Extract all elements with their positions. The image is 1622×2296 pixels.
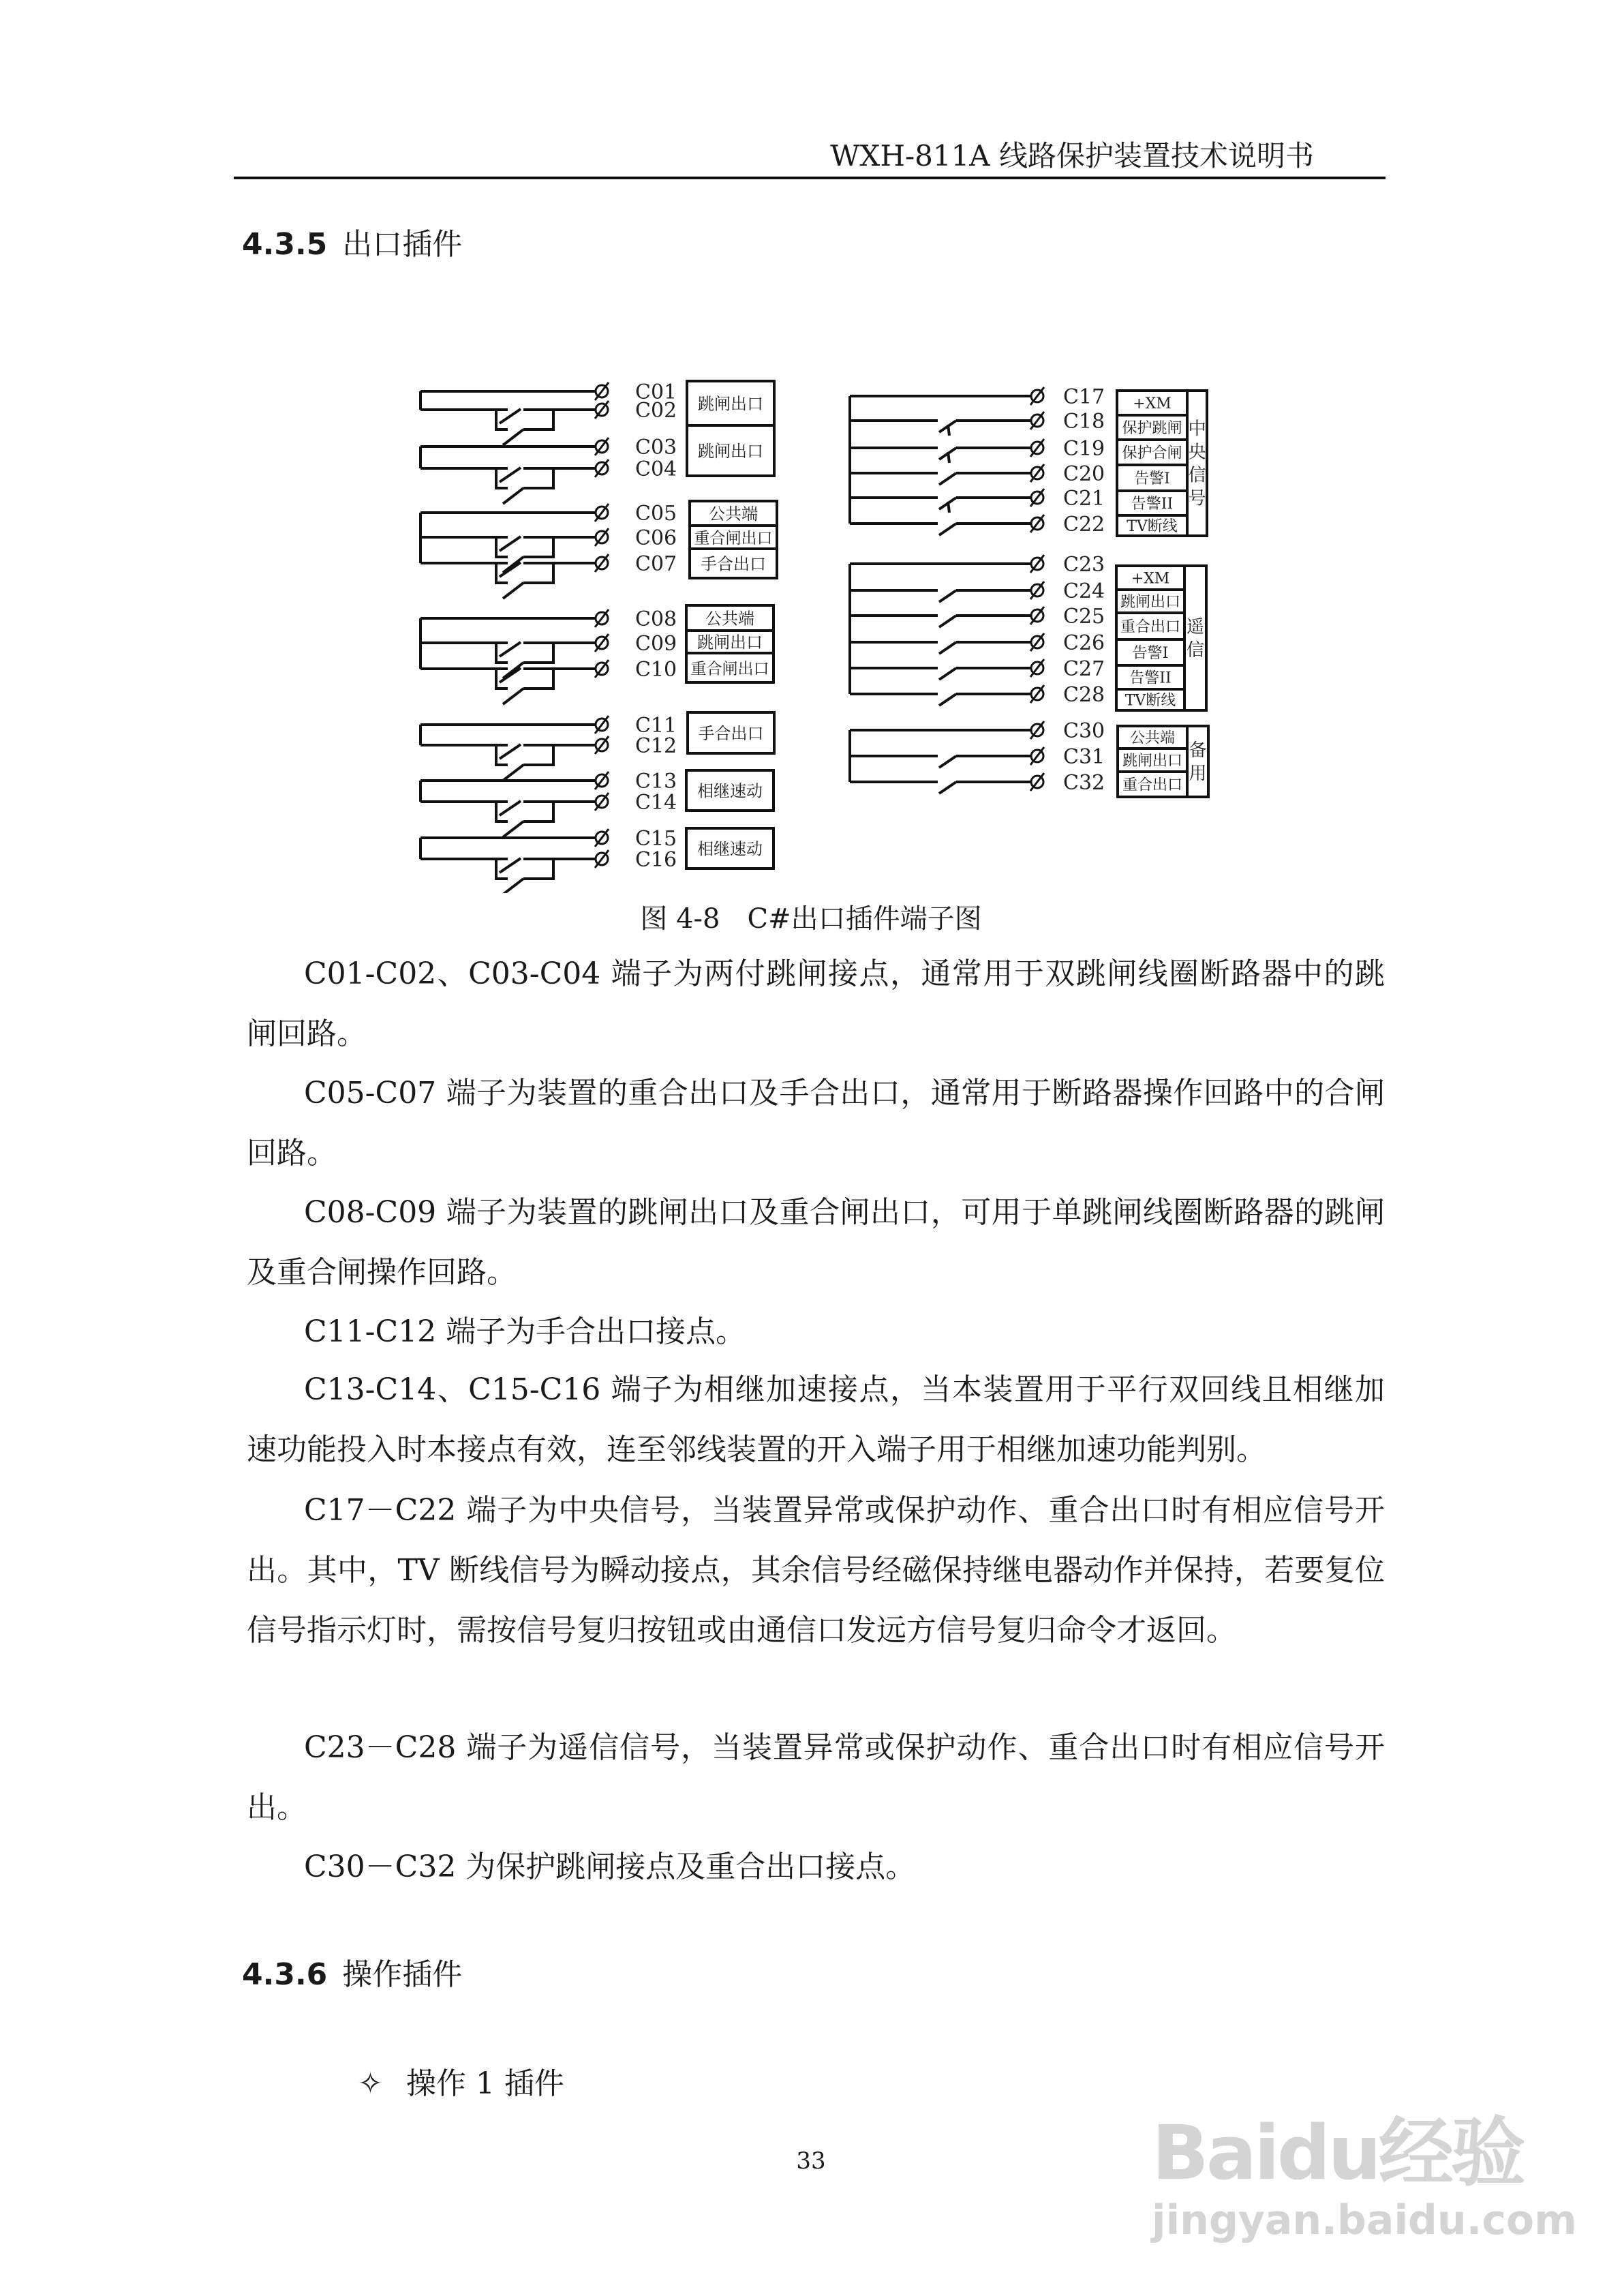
terminal-label: C06 [635, 526, 677, 550]
baidu-watermark [1152, 2093, 1577, 2277]
function-box [687, 381, 774, 476]
terminal-c11 [595, 716, 609, 734]
side-label-char: 遥 [1186, 617, 1205, 637]
terminal-label: C02 [635, 399, 677, 423]
terminal-c24 [1030, 581, 1044, 599]
function-box [690, 501, 777, 578]
box-cell-label: 告警I [1134, 470, 1170, 487]
terminal-label: C07 [635, 552, 677, 576]
box-cell-label: 告警I [1132, 645, 1169, 662]
terminal-c17 [1030, 387, 1044, 405]
box-cell-label: 保护跳闸 [1122, 420, 1182, 437]
terminal-label: C10 [635, 658, 677, 682]
terminal-c25 [1030, 607, 1044, 624]
terminal-label: C11 [635, 714, 677, 738]
function-box [688, 712, 774, 753]
terminal-c03 [595, 438, 609, 455]
terminal-label: C13 [635, 770, 677, 794]
terminal-label: C01 [635, 380, 677, 404]
terminal-c13 [595, 772, 609, 789]
function-box [686, 770, 774, 811]
paragraph: C01-C02、C03-C04 端子为两付跳闸接点，通常用于双跳闸线圈断路器中的跳闸回路。 [247, 956, 1385, 1051]
box-cell-label: 告警II [1129, 669, 1172, 687]
right-wiring [850, 396, 1030, 794]
terminal-label: C28 [1063, 683, 1105, 707]
terminal-label: C22 [1063, 513, 1105, 537]
box-cell-label: 跳闸出口 [1120, 594, 1181, 611]
box-cell-label: 跳闸出口 [698, 442, 763, 461]
box-cell-label: 重合出口 [1120, 618, 1181, 636]
paragraph: C13-C14、C15-C16 端子为相继加速接点，当本装置用于平行双回线且相继加速功能投入时本接点有效，连至邻线装置的开入端子用于相继加速功能判别。 [247, 1372, 1385, 1467]
box-cell-label: 相继速动 [697, 839, 763, 859]
side-label-char: 用 [1189, 764, 1207, 784]
paragraph: C05-C07 端子为装置的重合出口及手合出口，通常用于断路器操作回路中的合闸回路。 [247, 1076, 1385, 1170]
terminal-label: C04 [635, 457, 677, 481]
box-cell-label: 告警II [1131, 496, 1174, 513]
terminal-c32 [1030, 773, 1044, 791]
terminal-c02 [595, 401, 609, 419]
terminal-label: C30 [1063, 719, 1105, 743]
figure-caption: 图 4-8 C#出口插件端子图 [640, 903, 982, 935]
terminal-label: C17 [1063, 385, 1105, 409]
terminal-c12 [595, 736, 609, 754]
terminal-label: C31 [1063, 745, 1105, 769]
terminal-label: C18 [1063, 410, 1105, 434]
terminal-c05 [595, 504, 609, 522]
paragraph: C30－C32 为保护跳闸接点及重合出口接点。 [304, 1849, 916, 1884]
terminal-label: C21 [1063, 487, 1105, 511]
terminal-c22 [1030, 515, 1044, 532]
paragraph: C11-C12 端子为手合出口接点。 [304, 1314, 746, 1349]
watermark-url: jingyan.baidu.com [1152, 2196, 1577, 2244]
left-wiring [420, 391, 595, 893]
terminal-label: C09 [635, 632, 677, 656]
terminal-label: C25 [1063, 605, 1105, 629]
box-cell-label: 公共端 [1129, 729, 1176, 747]
terminal-c08 [595, 609, 609, 627]
section-number: 4.3.6 [242, 1957, 328, 1992]
terminal-label: C08 [635, 607, 677, 631]
terminal-label: C05 [635, 502, 677, 526]
side-label-char: 信 [1188, 465, 1206, 486]
box-cell-label: 公共端 [709, 504, 758, 524]
terminal-label: C19 [1063, 437, 1105, 461]
terminal-c27 [1030, 659, 1044, 677]
terminal-c16 [595, 850, 609, 868]
signal-box [1118, 726, 1208, 797]
terminal-diagram [0, 0, 1622, 893]
signal-box [1116, 566, 1206, 710]
box-cell-label: TV断线 [1124, 692, 1176, 710]
box-cell-label: 重合闸出口 [690, 660, 769, 678]
paragraph: C23－C28 端子为遥信信号，当装置异常或保护动作、重合出口时有相应信号开出。 [247, 1730, 1385, 1825]
box-cell-label: 跳闸出口 [698, 394, 763, 414]
terminal-label: C16 [635, 848, 677, 872]
box-cell-label: TV断线 [1127, 518, 1178, 535]
section-heading-4-3-6 [242, 1950, 462, 1993]
page-number: 33 [796, 2147, 826, 2175]
terminal-c09 [595, 634, 609, 652]
side-label-char: 央 [1188, 442, 1206, 463]
terminal-label: C14 [635, 791, 677, 815]
paragraph: C17－C22 端子为中央信号，当装置异常或保护动作、重合出口时有相应信号开出。其中，TV 断线信号为瞬动接点，其余信号经磁保持继电器动作并保持，若要复位信号指示灯时，需按信号复归按钮或由通信口发远方信号复归命令才返回。 [247, 1493, 1385, 1648]
diamond-bullet-icon: ✧ [358, 2066, 383, 2101]
terminal-c06 [595, 528, 609, 546]
terminal-c07 [595, 554, 609, 572]
terminal-label: C20 [1063, 462, 1105, 486]
terminal-label: C32 [1063, 771, 1105, 795]
signal-box [1117, 391, 1207, 536]
box-cell-label: +XM [1131, 570, 1170, 588]
box-cell-label: 公共端 [705, 609, 754, 629]
terminal-label: C03 [635, 436, 677, 459]
terminal-c04 [595, 459, 609, 477]
terminal-c28 [1030, 685, 1044, 703]
bullet-item [358, 2059, 564, 2102]
terminal-c23 [1030, 555, 1044, 573]
box-cell-label: 保护合闸 [1122, 444, 1182, 462]
terminal-c21 [1030, 489, 1044, 507]
terminal-c14 [595, 793, 609, 811]
terminal-label: C12 [635, 734, 677, 758]
box-cell-label: 重合闸出口 [694, 530, 773, 547]
terminal-label: C23 [1063, 553, 1105, 577]
side-label-char: 中 [1188, 419, 1206, 440]
box-cell-label: +XM [1133, 395, 1172, 412]
terminal-c26 [1030, 633, 1044, 651]
terminal-c01 [595, 382, 609, 400]
section-number: 4.3.5 [242, 227, 328, 262]
paragraph: C08-C09 端子为装置的跳闸出口及重合闸出口，可用于单跳闸线圈断路器的跳闸及重合闸操作回路。 [247, 1195, 1385, 1290]
terminal-c30 [1030, 721, 1044, 739]
terminal-label: C26 [1063, 631, 1105, 655]
box-cell-label: 手合出口 [698, 724, 764, 743]
box-cell-label: 跳闸出口 [697, 633, 763, 652]
section-title: 出口插件 [342, 227, 463, 262]
function-box [686, 605, 774, 682]
box-cell-label: 跳闸出口 [1122, 753, 1183, 770]
terminal-label: C24 [1063, 579, 1105, 603]
section-title: 操作插件 [342, 1957, 463, 1992]
side-label-char: 备 [1189, 740, 1207, 761]
side-label-char: 号 [1188, 488, 1206, 509]
box-cell-label: 重合出口 [1122, 776, 1183, 794]
document-header-title: WXH-811A 线路保护装置技术说明书 [830, 139, 1314, 172]
bullet-text: 操作 1 插件 [406, 2066, 564, 2101]
function-box [686, 828, 774, 868]
terminal-c10 [595, 660, 609, 678]
terminal-c31 [1030, 747, 1044, 765]
terminal-c15 [595, 829, 609, 847]
box-cell-label: 手合出口 [701, 554, 766, 574]
terminal-c19 [1030, 439, 1044, 457]
watermark-brand: Baidu经验 [1152, 2109, 1523, 2196]
terminal-c20 [1030, 464, 1044, 482]
terminal-label: C15 [635, 827, 677, 851]
box-cell-label: 相继速动 [697, 781, 763, 801]
terminal-c18 [1030, 412, 1044, 429]
side-label-char: 信 [1186, 640, 1205, 661]
terminal-label: C27 [1063, 657, 1105, 681]
